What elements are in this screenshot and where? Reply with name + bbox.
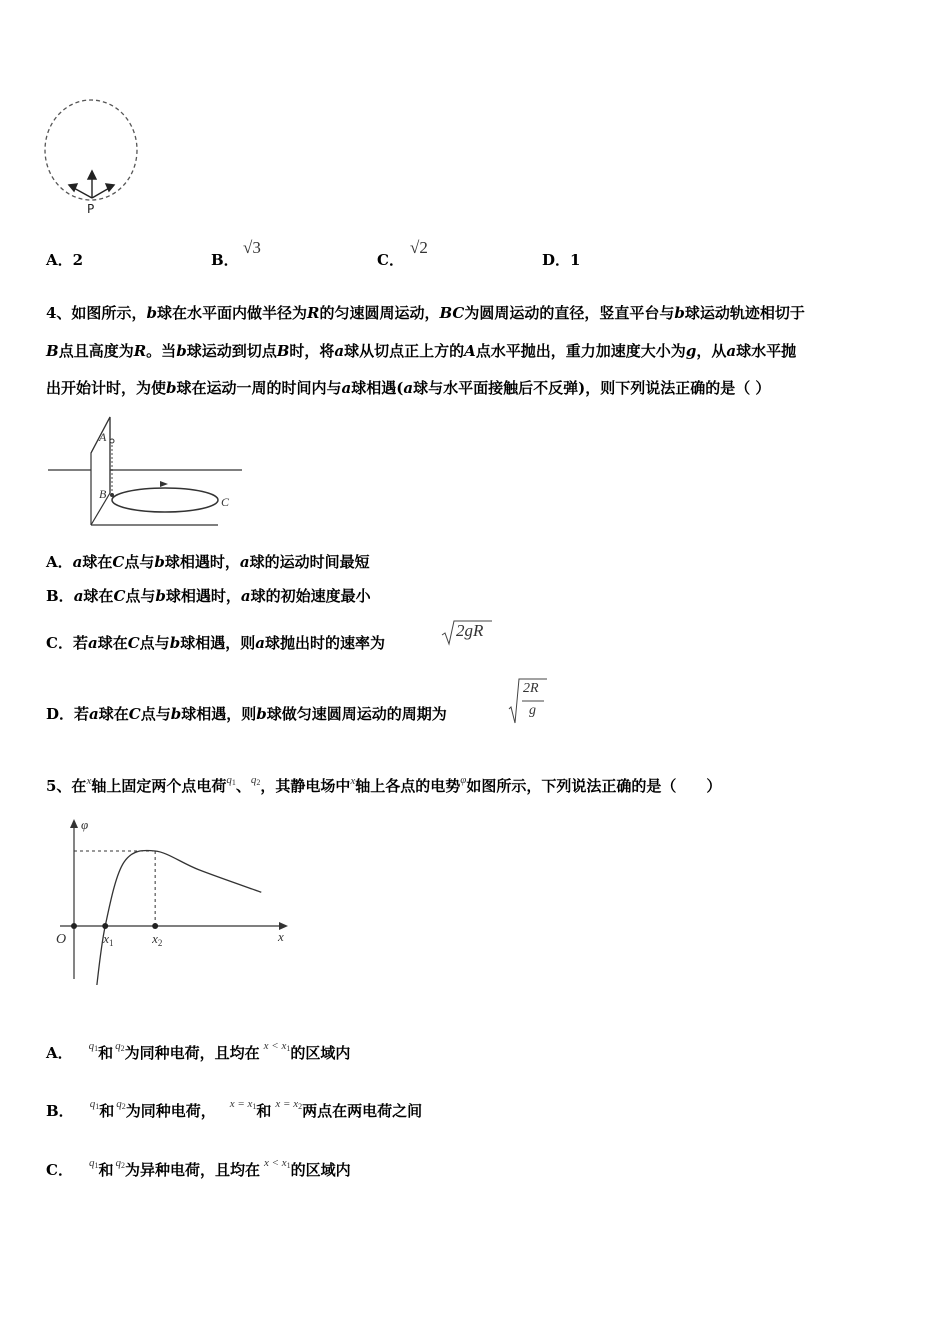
option-letter: B． <box>211 251 239 269</box>
x-axis-label: x <box>278 929 284 944</box>
q3-option-c-value: √2 <box>410 238 428 257</box>
velocity-arrows <box>69 171 114 198</box>
potential-chart <box>50 815 295 985</box>
q5-option-c: C． $^{q_1}$和 $^{q_2}$为异种电荷，且均在 $^{x < x_1}$的区域内 <box>46 1157 351 1179</box>
origin-label: O <box>56 932 67 947</box>
q5-stem: 5、在$^x$轴上固定两个点电荷$^{q_1}$、$^{q_2}$，其静电场中$^x$轴上各点的电势$^\varphi$如图所示，下列说法正确的是（ ） <box>46 774 722 795</box>
q3-option-a <box>46 249 83 270</box>
q4-platform-figure <box>46 415 246 533</box>
q3-option-b <box>211 249 239 270</box>
x1-tick-label: $x_1$ <box>103 931 114 948</box>
q4-option-a: A．a球在C点与b球相遇时，a球的运动时间最短 <box>46 553 370 571</box>
potential-curve <box>96 850 261 985</box>
q3-option-c <box>377 249 404 270</box>
q4-option-c-sqrt <box>441 619 493 651</box>
label-a: A <box>99 430 107 444</box>
q3-option-b-value: √3 <box>243 238 261 257</box>
orbit-arrow <box>160 481 168 487</box>
option-letter: C． <box>377 251 404 269</box>
q4-option-c: C．若a球在C点与b球相遇，则a球抛出时的速率为 <box>46 634 385 652</box>
x2-point <box>152 923 158 929</box>
q4-stem-line2: B点且高度为R。当b球运动到切点B时，将a球从切点正上方的A点水平抛出，重力加速度大小为g，从a球水平抛 <box>46 342 797 360</box>
y-axis-label: φ <box>81 817 89 832</box>
x2-tick-label: $x_2$ <box>152 931 163 948</box>
q4-stem-line3: 出开始计时，为使b球在运动一周的时间内与a球相遇(a球与水平面接触后不反弹)，则下列说法正确的是（ ） <box>46 379 771 397</box>
q4-option-d: D．若a球在C点与b球相遇，则b球做匀速圆周运动的周期为 <box>46 705 447 723</box>
option-letter: A． <box>46 251 73 269</box>
orbit-ellipse <box>112 488 218 512</box>
option-letter: D． <box>542 251 571 269</box>
point-b <box>110 493 114 497</box>
q4-option-d-sqrt <box>508 677 548 725</box>
sqrt-radicand: 2gR <box>456 621 484 640</box>
q5-option-a: A． $^{q_1}$和 $^{q_2}$为同种电荷，且均在 $^{x < x_1}$的区域内 <box>46 1040 351 1062</box>
y-axis-arrow <box>70 819 78 828</box>
option-value: 1 <box>570 251 581 269</box>
q4-option-b: B．a球在C点与b球相遇时，a球的初始速度最小 <box>46 587 371 605</box>
origin-point <box>71 923 77 929</box>
fraction-denominator: g <box>529 703 536 718</box>
option-value: 2 <box>72 251 84 269</box>
q4-stem-line1: 4、如图所示，b球在水平面内做半径为R的匀速圆周运动，BC为圆周运动的直径，竖直平台与b球运动轨迹相切于 <box>46 304 805 322</box>
q3-circle-figure <box>40 95 145 220</box>
label-c: C <box>221 495 230 509</box>
dashed-circle <box>45 100 137 200</box>
x1-point <box>102 923 108 929</box>
q5-option-b: B． $^{q_1}$和 $^{q_2}$为同种电荷， $^{x = x_1}$和 $^{x = x_2}$两点在两电荷之间 <box>46 1098 423 1120</box>
point-a <box>110 439 114 443</box>
label-b: B <box>99 487 107 501</box>
point-p-label: P <box>87 202 95 216</box>
fraction-numerator: 2R <box>523 681 539 696</box>
q3-option-d <box>542 249 580 270</box>
